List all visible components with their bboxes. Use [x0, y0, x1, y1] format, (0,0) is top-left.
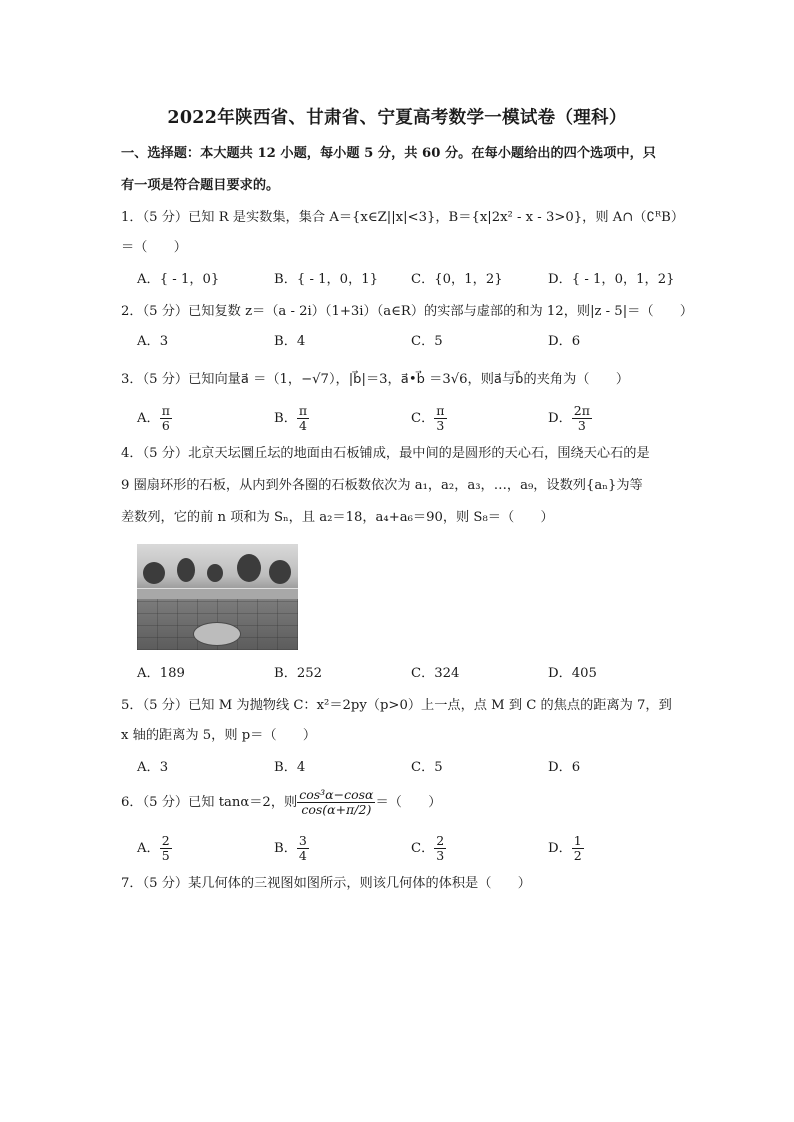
fraction-denominator: 3 — [577, 418, 586, 433]
fraction — [160, 404, 172, 433]
fraction — [434, 834, 446, 863]
fraction-denominator: 3 — [436, 848, 445, 863]
question-6-fraction — [297, 788, 375, 817]
question-4-option-d: D．405 — [548, 666, 597, 681]
fraction-numerator: 2π — [573, 403, 590, 418]
question-3-option-b — [274, 404, 309, 433]
fraction-denominator: 4 — [299, 418, 307, 433]
fraction-numerator: π — [436, 403, 445, 418]
question-4-text-cont2: 差数列，它的前 n 项和为 Sₙ，且 a₂＝18，a₄+a₆＝90，则 S₈＝（ ） — [121, 510, 554, 525]
question-1-text: 1．（5 分）已知 R 是实数集，集合 A＝{x∈Z||x|<3}，B＝{x|2x² - x - 3>0}，则 A∩（∁ᴿB） — [121, 210, 685, 225]
fraction-denominator: cos(α+π/2) — [301, 802, 372, 817]
option-label: C． — [411, 841, 435, 856]
question-4-option-b: B．252 — [274, 666, 323, 681]
fraction-denominator: 5 — [161, 848, 170, 863]
question-7-text: 7．（5 分）某几何体的三视图如图所示，则该几何体的体积是（ ） — [121, 876, 531, 891]
section-heading-line1: 一、选择题：本大题共 12 小题，每小题 5 分，共 60 分。在每小题给出的四个选项中，只 — [121, 146, 656, 161]
fraction-numerator: 2 — [161, 833, 170, 848]
question-6-option-d — [548, 834, 584, 863]
question-3-option-c — [411, 404, 447, 433]
question-5-option-c: C．5 — [411, 760, 443, 775]
fraction-numerator: 2 — [436, 833, 445, 848]
fraction-denominator: 4 — [298, 848, 307, 863]
fraction-numerator: 3 — [298, 833, 307, 848]
question-5-option-b: B．4 — [274, 760, 306, 775]
fraction-denominator: 3 — [436, 418, 445, 433]
question-3-text: 3．（5 分）已知向量a⃗ ＝（1，−√7），|b⃗|＝3，a⃗•b⃗ ＝3√6，则a⃗与b⃗的夹角为（ ） — [121, 372, 630, 387]
fraction — [297, 404, 309, 433]
option-label: D． — [548, 841, 572, 856]
option-label: B． — [274, 841, 297, 856]
fraction — [297, 834, 309, 863]
question-2-option-d: D．6 — [548, 334, 581, 349]
question-6-option-b — [274, 834, 309, 863]
question-4-option-a: A．189 — [137, 666, 185, 681]
fraction-denominator: 6 — [161, 418, 170, 433]
fraction-numerator: 1 — [573, 833, 582, 848]
question-3-option-d — [548, 404, 592, 433]
option-label: A． — [137, 411, 160, 426]
question-2-option-a: A．3 — [137, 334, 169, 349]
question-5-text-cont: x 轴的距离为 5，则 p＝（ ） — [121, 728, 317, 743]
fraction — [572, 834, 584, 863]
option-label: D． — [548, 411, 572, 426]
option-label: B． — [274, 411, 297, 426]
question-2-text: 2．（5 分）已知复数 z＝（a - 2i）（1+3i）（a∈R）的实部与虚部的和为 12，则|z - 5|＝（ ） — [121, 304, 694, 319]
fraction — [160, 834, 172, 863]
fraction — [434, 404, 446, 433]
question-4-option-c: C．324 — [411, 666, 460, 681]
fraction — [572, 404, 592, 433]
temple-of-heaven-photo — [137, 544, 298, 650]
question-1-option-d: D．{ - 1，0，1，2} — [548, 272, 675, 287]
question-5-text: 5．（5 分）已知 M 为抛物线 C：x²＝2py（p>0）上一点，点 M 到 C 的焦点的距离为 7，到 — [121, 698, 672, 713]
question-2-option-b: B．4 — [274, 334, 306, 349]
page-title: 2022年陕西省、甘肃省、宁夏高考数学一模试卷（理科） — [167, 108, 627, 128]
question-5-option-a: A．3 — [137, 760, 169, 775]
option-label: A． — [137, 841, 160, 856]
question-1-text-cont: ＝（ ） — [121, 240, 187, 255]
fraction-numerator: π — [161, 403, 170, 418]
question-4-text: 4．（5 分）北京天坛圜丘坛的地面由石板铺成，最中间的是圆形的天心石，围绕天心石的是 — [121, 446, 650, 461]
question-6-option-c — [411, 834, 446, 863]
fraction-numerator: π — [298, 403, 308, 418]
question-6-suffix: ＝（ ） — [375, 795, 442, 810]
section-heading-line2: 有一项是符合题目要求的。 — [121, 178, 280, 193]
question-5-option-d: D．6 — [548, 760, 581, 775]
question-6-prefix: 6．（5 分）已知 tanα＝2，则 — [121, 795, 298, 810]
question-1-option-a: A．{ - 1，0} — [137, 272, 220, 287]
fraction-numerator: cos³α−cosα — [299, 787, 374, 802]
question-2-option-c: C．5 — [411, 334, 443, 349]
question-1-option-b: B．{ - 1，0，1} — [274, 272, 379, 287]
question-6-option-a — [137, 834, 172, 863]
fraction-denominator: 2 — [573, 848, 582, 863]
option-label: C． — [411, 411, 435, 426]
question-3-option-a — [137, 404, 172, 433]
question-6-text — [121, 788, 441, 818]
question-4-text-cont1: 9 圈扇环形的石板，从内到外各圈的石板数依次为 a₁，a₂，a₃，…，a₉，设数列{aₙ}为等 — [121, 478, 643, 493]
question-1-option-c: C．{0，1，2} — [411, 272, 503, 287]
